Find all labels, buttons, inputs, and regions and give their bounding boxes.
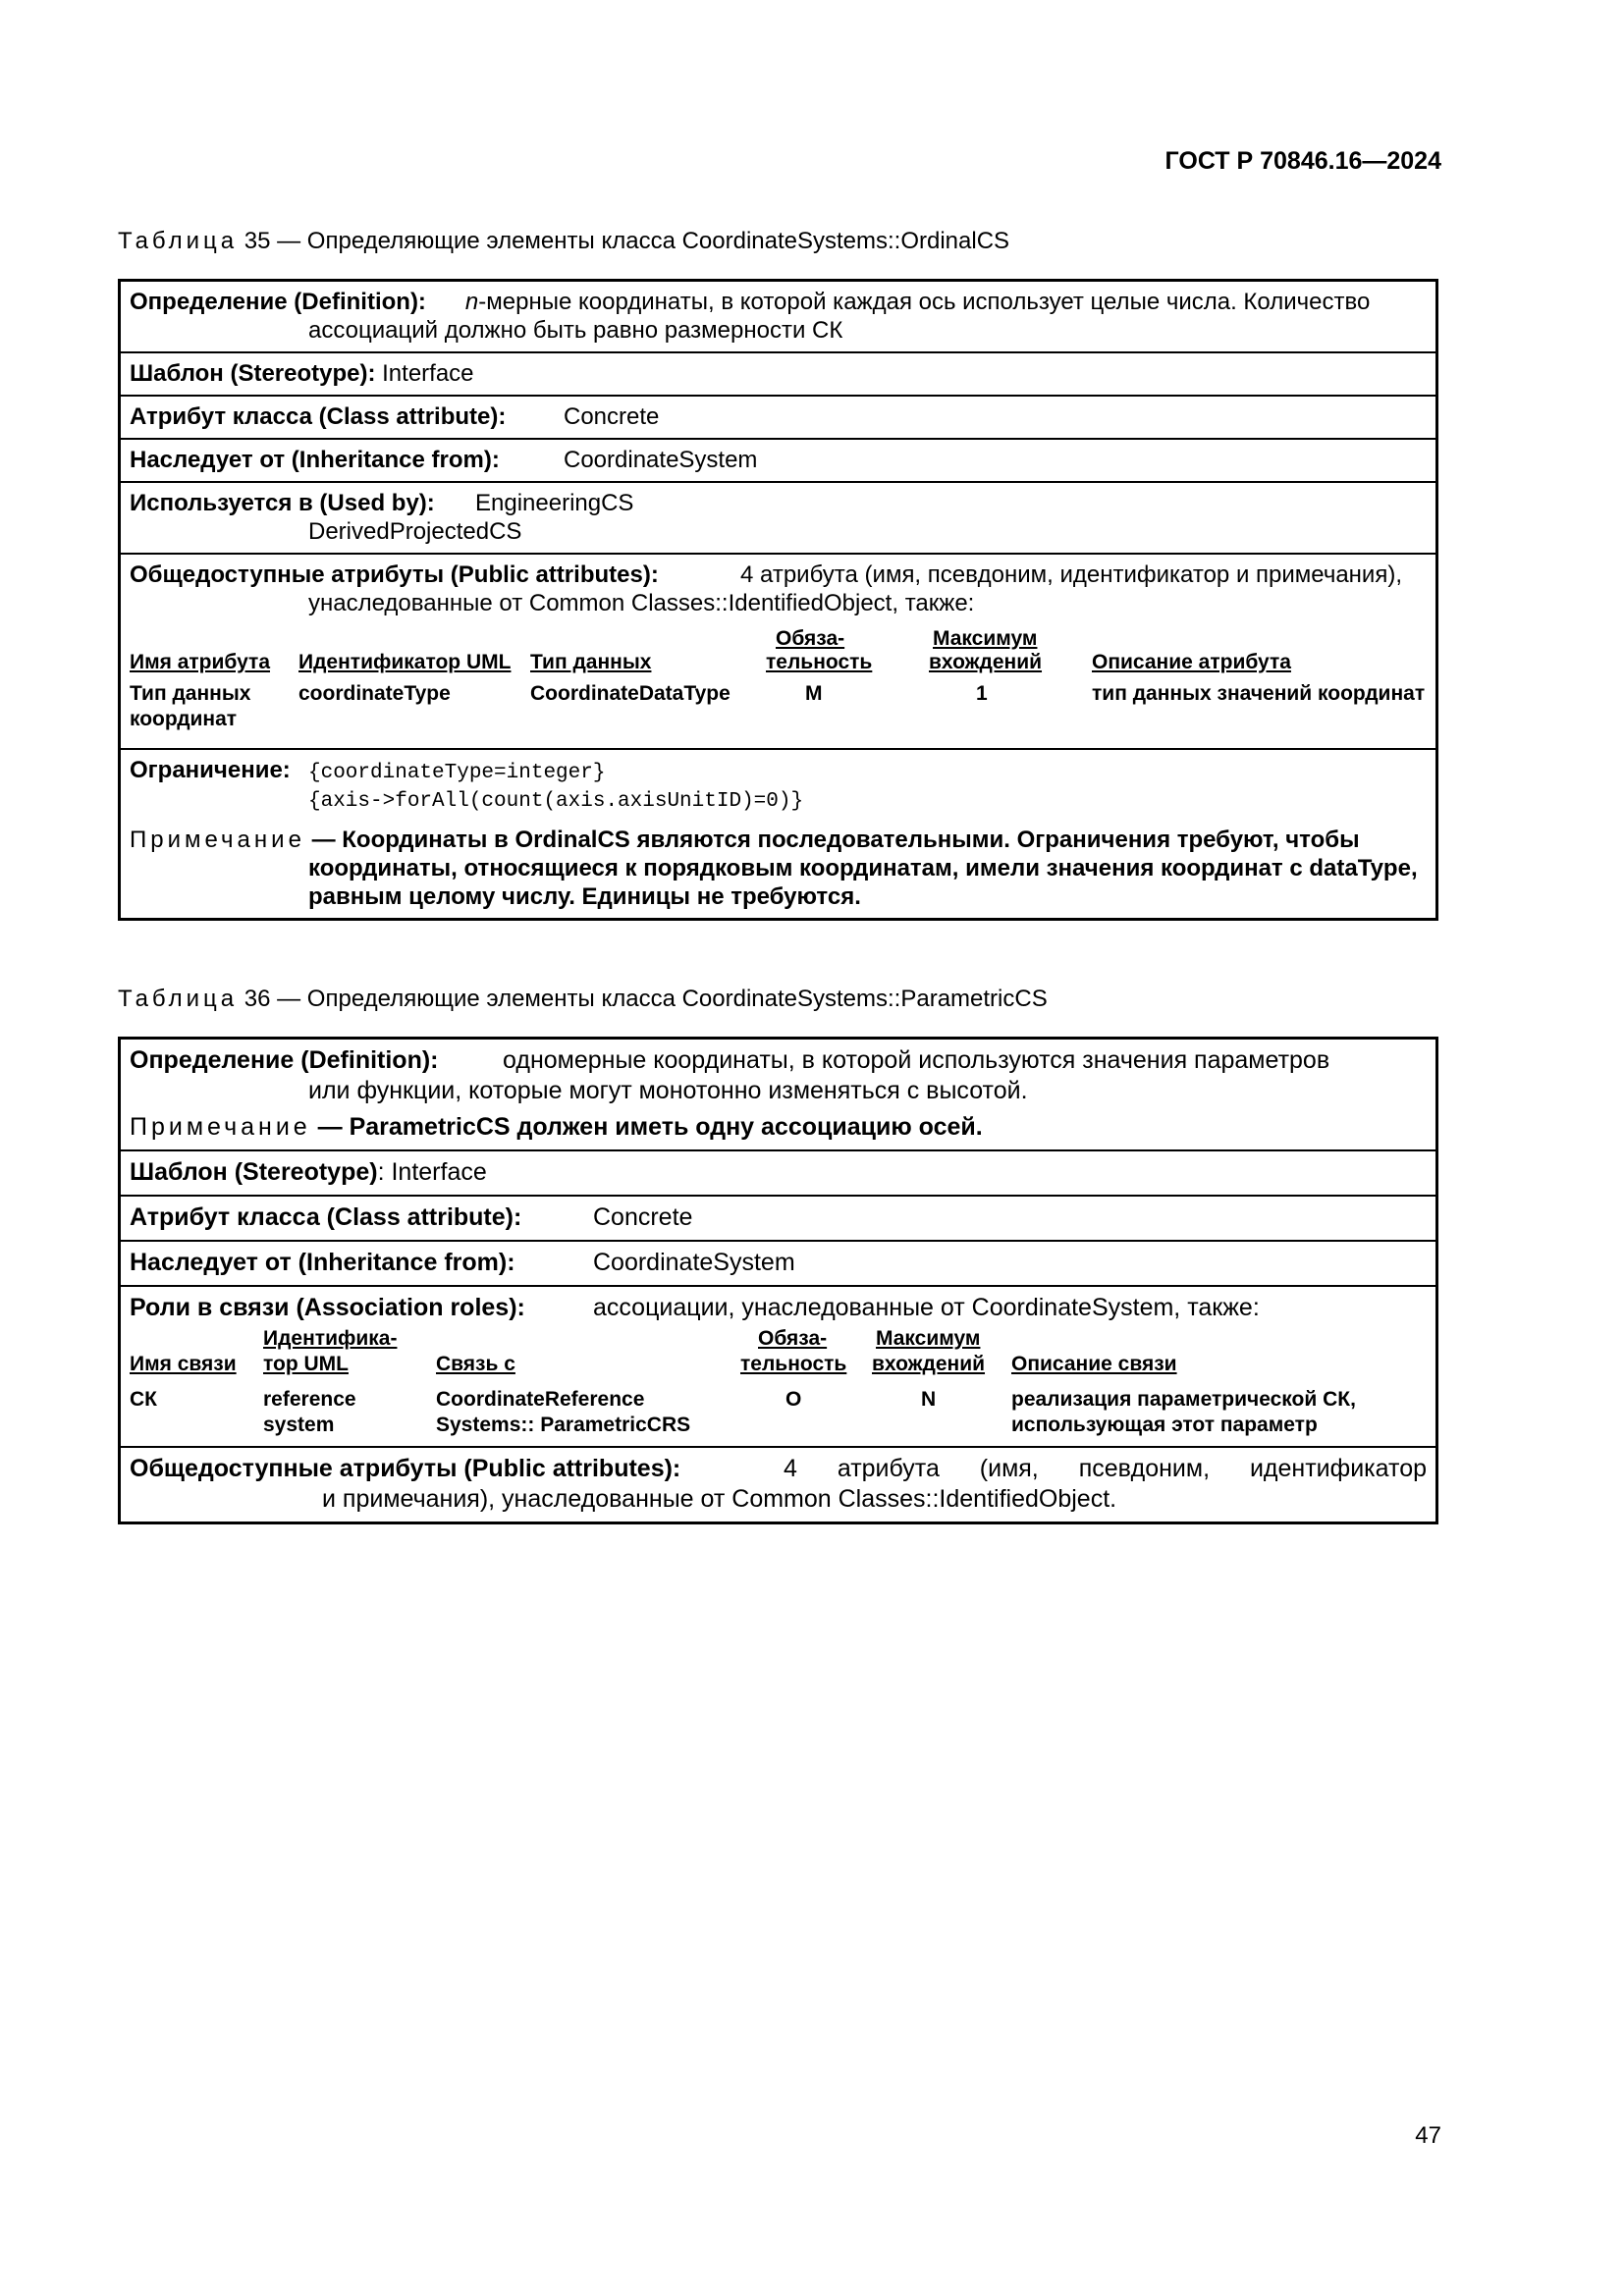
- header-uml-id: Идентификатор UML: [298, 651, 512, 673]
- header-max-1: Максимум: [933, 627, 1038, 650]
- attr-oblig: M: [805, 682, 823, 705]
- public-text-1: 4 атрибута (имя, псевдоним, идентификатор: [784, 1455, 1427, 1482]
- header-uml-1: Идентифика-: [263, 1327, 398, 1350]
- header-oblig-1: Обяза-: [758, 1327, 828, 1350]
- table36-caption-text: 36 — Определяющие элементы класса CoordinateSystems::ParametricCS: [238, 986, 1048, 1012]
- definition-text-1: одномерные координаты, в которой используются значения параметров: [503, 1046, 1330, 1074]
- constraint-line-2: {axis->forAll(count(axis.axisUnitID)=0)}: [308, 790, 804, 813]
- role-name: СК: [130, 1388, 157, 1411]
- note-label: Примечание: [130, 1113, 311, 1141]
- definition-italic: n: [464, 289, 479, 315]
- attr-name-1: Тип данных: [130, 682, 251, 705]
- usedby-label: Используется в (Used by):: [130, 490, 435, 516]
- table36-caption-label: Таблица: [118, 986, 239, 1012]
- table36-roles-row: [121, 1287, 1435, 1448]
- header-link: Связь с: [436, 1353, 515, 1375]
- table35-usedby-row: [121, 483, 1435, 555]
- attribute-subtable: [130, 617, 1427, 741]
- table35-public-row: [121, 555, 1435, 750]
- header-data-type: Тип данных: [530, 651, 652, 673]
- header-desc: Описание связи: [1011, 1353, 1177, 1375]
- note-label: Примечание: [130, 827, 305, 853]
- table35-class-attr-row: [121, 397, 1435, 440]
- table35-constraint-row: [121, 750, 1435, 918]
- header-max-2: вхождений: [929, 651, 1043, 673]
- table36-definition-row: [121, 1040, 1435, 1151]
- public-label: Общедоступные атрибуты (Public attributes):: [130, 561, 659, 588]
- inherit-value: CoordinateSystem: [564, 447, 758, 473]
- role-oblig: O: [785, 1388, 802, 1411]
- role-link-1: CoordinateReference: [436, 1388, 645, 1411]
- note-line-3: равным целому числу. Единицы не требуются.: [308, 883, 861, 910]
- roles-value: ассоциации, унаследованные от CoordinateSystem, также:: [593, 1294, 1260, 1321]
- role-uml-2: system: [263, 1414, 335, 1436]
- definition-label: Определение (Definition):: [130, 1046, 439, 1074]
- note-line-1: Примечание — Координаты в OrdinalCS являются последовательными. Ограничения требуют, чтобы: [130, 827, 1360, 853]
- table35-caption: [118, 228, 1009, 255]
- table35-definition-row: [121, 282, 1435, 353]
- table36-class-attr-row: [121, 1197, 1435, 1242]
- definition-text-1: -мерные координаты, в которой каждая ось использует целые числа. Количество: [478, 289, 1371, 315]
- table35-inherit-row: [121, 440, 1435, 483]
- role-max: N: [921, 1388, 937, 1411]
- definition-label: Определение (Definition):: [130, 289, 426, 315]
- inherit-value: CoordinateSystem: [593, 1249, 795, 1276]
- inherit-label: Наследует от (Inheritance from):: [130, 447, 500, 473]
- table35-caption-text: 35 — Определяющие элементы класса CoordinateSystems::OrdinalCS: [238, 228, 1010, 254]
- stereotype-label: Шаблон (Stereotype): [130, 1158, 378, 1186]
- attr-desc: тип данных значений координат: [1092, 682, 1426, 705]
- header-uml-2: тор UML: [263, 1353, 349, 1375]
- header-oblig-2: тельность: [766, 651, 873, 673]
- header-oblig-1: Обяза-: [776, 627, 845, 650]
- inherit-label: Наследует от (Inheritance from):: [130, 1249, 515, 1276]
- attr-max: 1: [976, 682, 988, 705]
- association-subtable: [130, 1323, 1427, 1439]
- definition-text-2: или функции, которые могут монотонно изменяться с высотой.: [308, 1077, 1028, 1104]
- table35-stereotype-row: [121, 353, 1435, 397]
- class-attr-value: Concrete: [564, 403, 660, 430]
- header-oblig-2: тельность: [740, 1353, 847, 1375]
- header-max-1: Максимум: [876, 1327, 981, 1350]
- usedby-value-1: EngineeringCS: [475, 490, 634, 516]
- stereotype-label: Шаблон (Stereotype):: [130, 360, 376, 387]
- stereotype-value: Interface: [375, 360, 474, 387]
- header-attr-name: Имя атрибута: [130, 651, 271, 673]
- constraint-label: Ограничение:: [130, 757, 291, 783]
- table36-stereotype-row: [121, 1151, 1435, 1197]
- header-desc: Описание атрибута: [1092, 651, 1291, 673]
- table36-inherit-row: [121, 1242, 1435, 1287]
- attr-uml: coordinateType: [298, 682, 451, 705]
- roles-label: Роли в связи (Association roles):: [130, 1294, 525, 1321]
- role-desc-2: использующая этот параметр: [1011, 1414, 1318, 1436]
- class-attr-label: Атрибут класса (Class attribute):: [130, 1203, 522, 1231]
- document-id: ГОСТ Р 70846.16—2024: [1164, 147, 1441, 175]
- role-desc-1: реализация параметрической СК,: [1011, 1388, 1356, 1411]
- public-text-2: и примечания), унаследованные от Common Classes::IdentifiedObject.: [322, 1485, 1117, 1513]
- attr-name-2: координат: [130, 708, 238, 730]
- note-line-2: координаты, относящиеся к порядковым координатам, имели значения координат с dataType,: [308, 855, 1418, 881]
- page-number: 47: [1415, 2122, 1441, 2149]
- table36-public-row: [121, 1448, 1435, 1522]
- attr-type: CoordinateDataType: [530, 682, 731, 705]
- definition-text-2: ассоциаций должно быть равно размерности СК: [308, 317, 843, 344]
- usedby-value-2: DerivedProjectedCS: [308, 518, 522, 545]
- header-role-name: Имя связи: [130, 1353, 237, 1375]
- table35-caption-label: Таблица: [118, 228, 239, 254]
- role-uml-1: reference: [263, 1388, 356, 1411]
- role-link-2: Systems:: ParametricCRS: [436, 1414, 691, 1436]
- header-max-2: вхождений: [872, 1353, 986, 1375]
- stereotype-value: : Interface: [377, 1158, 487, 1186]
- public-label: Общедоступные атрибуты (Public attributes):: [130, 1455, 681, 1482]
- class-attr-label: Атрибут класса (Class attribute):: [130, 403, 507, 430]
- constraint-line-1: {coordinateType=integer}: [308, 762, 606, 784]
- public-text-1: 4 атрибута (имя, псевдоним, идентификатор и примечания),: [740, 561, 1402, 588]
- class-attr-value: Concrete: [593, 1203, 693, 1231]
- table36-caption: [118, 986, 1048, 1013]
- table35: [118, 279, 1438, 921]
- public-text-2: унаследованные от Common Classes::IdentifiedObject, также:: [308, 590, 975, 616]
- table36: [118, 1037, 1438, 1524]
- note-line: Примечание — ParametricCS должен иметь одну ассоциацию осей.: [130, 1113, 983, 1141]
